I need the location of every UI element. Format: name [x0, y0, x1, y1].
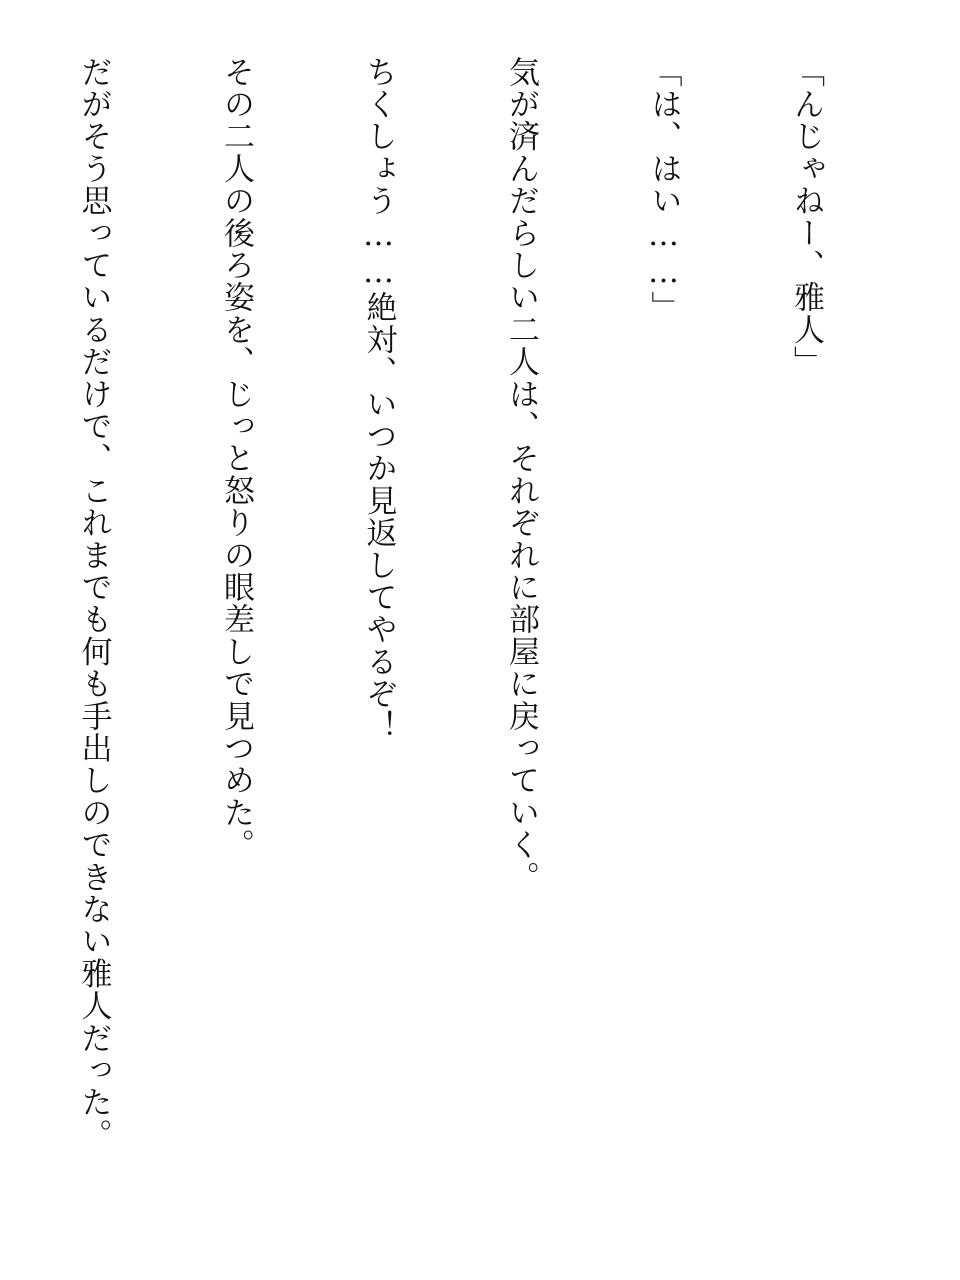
text-line: その二人の後ろ姿を、じっと怒りの眼差しで見つめた。 — [218, 56, 254, 861]
text-line: 「は、はい……」 — [645, 56, 682, 324]
body-text — [0, 56, 924, 1246]
text-line: 気が済んだらしい二人は、それぞれに部屋に戻っていく。 — [503, 56, 539, 894]
text-line: 「んじゃねー、雅人」 — [788, 56, 824, 378]
text-line: ちくしょう……絶対、いつか見返してやるぞ！ — [360, 56, 397, 743]
text-line: だがそう思っているだけで、これまでも何も手出しのできない雅人だった。 — [75, 56, 112, 1151]
